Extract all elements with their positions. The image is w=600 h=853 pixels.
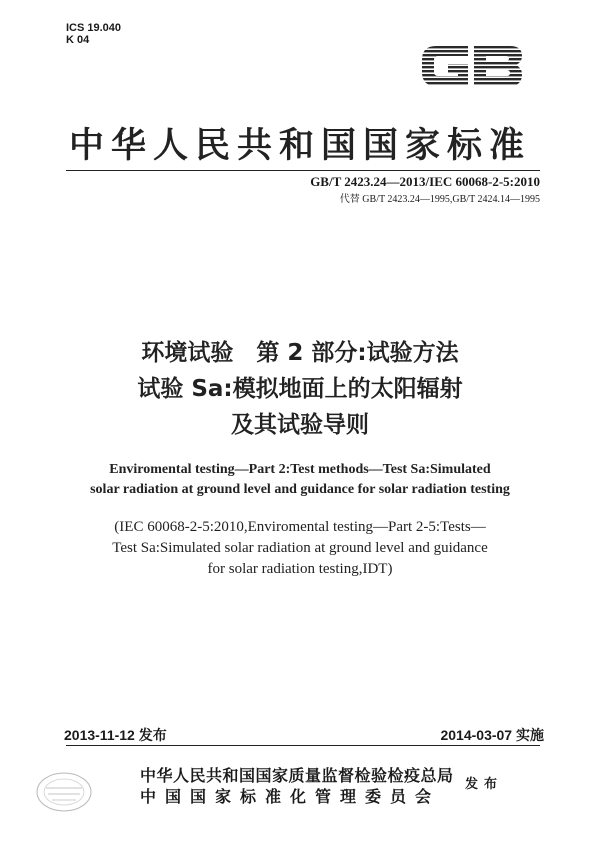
title-en-line-2: solar radiation at ground level and guidance for solar radiation testing (90, 482, 510, 497)
issuer-line-2: 中国国家标准化管理委员会 (140, 787, 441, 806)
header-divider (66, 170, 540, 171)
ccs-code: K 04 (66, 34, 90, 46)
gb-logo (418, 38, 526, 94)
ics-code: ICS 19.040 (66, 22, 122, 34)
title-en-line-1: Enviromental testing—Part 2:Test methods—Test Sa:Simulated (109, 462, 491, 477)
national-standard-heading: 中华人民共和国国家标准 (68, 126, 531, 166)
iec-reference-line-1: (IEC 60068-2-5:2010,Enviromental testing—Part 2-5:Tests— (114, 519, 486, 535)
issue-date: 2013-11-12 发布 (64, 727, 167, 743)
iec-reference-line-3: for solar radiation testing,IDT) (207, 561, 393, 577)
footer-divider (66, 745, 540, 746)
iec-reference-line-2: Test Sa:Simulated solar radiation at ground level and guidance (112, 540, 488, 556)
title-cn-line-3: 及其试验导则 (231, 412, 369, 438)
title-cn-line-1: 环境试验 第 2 部分:试验方法 (141, 340, 459, 366)
standard-number: GB/T 2423.24—2013/IEC 60068-2-5:2010 (310, 174, 540, 189)
issuer-line-1: 中华人民共和国国家质量监督检验检疫总局 (140, 766, 454, 785)
watermark-stamp (34, 768, 94, 816)
implementation-date: 2014-03-07 实施 (440, 727, 544, 743)
title-cn-line-2: 试验 Sa:模拟地面上的太阳辐射 (137, 376, 463, 402)
classification-codes (66, 22, 121, 46)
publish-label: 发布 (465, 777, 504, 792)
replaces-note: 代替 GB/T 2423.24—1995,GB/T 2424.14—1995 (339, 194, 540, 205)
